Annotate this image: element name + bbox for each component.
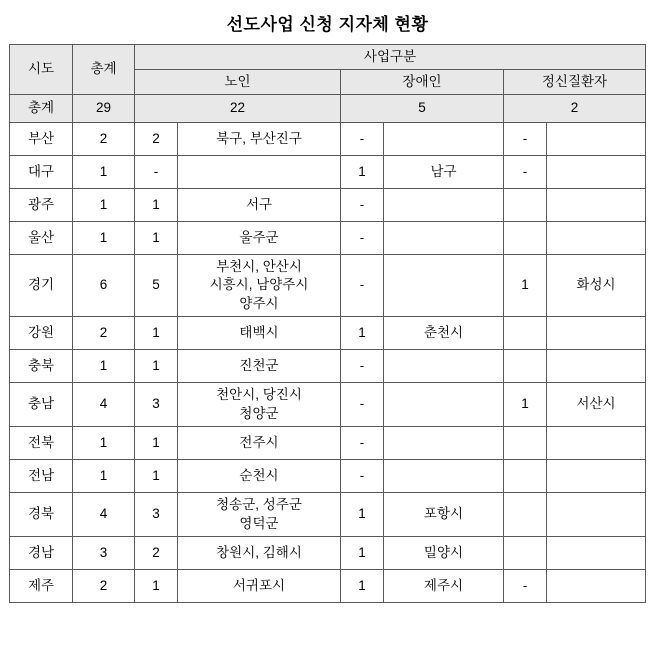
cell-disabled-names: 남구 (383, 156, 503, 189)
cell-total: 4 (72, 383, 134, 427)
cell-mental-count: - (503, 570, 546, 603)
cell-elderly-count: 1 (134, 222, 177, 255)
cell-disabled-count: - (340, 383, 383, 427)
cell-mental-names (546, 189, 645, 222)
cell-elderly-count: 2 (134, 123, 177, 156)
cell-mental-names (546, 427, 645, 460)
cell-sido: 울산 (9, 222, 72, 255)
cell-disabled-names (383, 460, 503, 493)
cell-total: 1 (72, 427, 134, 460)
cell-total: 3 (72, 537, 134, 570)
cell-elderly-names: 북구, 부산진구 (177, 123, 340, 156)
cell-total: 1 (72, 460, 134, 493)
table-row (9, 383, 645, 427)
cell-mental-count (503, 537, 546, 570)
cell-elderly-count: 3 (134, 383, 177, 427)
cell-elderly-names: 전주시 (177, 427, 340, 460)
cell-mental-count: 1 (503, 255, 546, 317)
column-header-elderly: 노인 (134, 70, 340, 95)
table-row (9, 222, 645, 255)
cell-total: 2 (72, 317, 134, 350)
table-row (9, 123, 645, 156)
cell-disabled-count: 1 (340, 156, 383, 189)
cell-mental-count (503, 350, 546, 383)
summary-elderly: 22 (134, 95, 340, 123)
cell-total: 1 (72, 189, 134, 222)
column-header-total: 총계 (72, 45, 134, 95)
cell-total: 2 (72, 570, 134, 603)
cell-sido: 부산 (9, 123, 72, 156)
cell-mental-count (503, 222, 546, 255)
cell-disabled-names (383, 123, 503, 156)
cell-mental-count (503, 317, 546, 350)
table-row (9, 493, 645, 537)
table-row (9, 537, 645, 570)
cell-elderly-count: - (134, 156, 177, 189)
summary-mental: 2 (503, 95, 645, 123)
cell-sido: 전남 (9, 460, 72, 493)
cell-elderly-names: 순천시 (177, 460, 340, 493)
table-row (9, 570, 645, 603)
table-row (9, 427, 645, 460)
table-row (9, 350, 645, 383)
cell-elderly-names: 청송군, 성주군 영덕군 (177, 493, 340, 537)
cell-elderly-names: 부천시, 안산시 시흥시, 남양주시 양주시 (177, 255, 340, 317)
cell-sido: 제주 (9, 570, 72, 603)
table-row (9, 189, 645, 222)
cell-elderly-count: 1 (134, 427, 177, 460)
cell-disabled-names (383, 350, 503, 383)
cell-total: 6 (72, 255, 134, 317)
summary-label: 총계 (9, 95, 72, 123)
cell-disabled-count: 1 (340, 570, 383, 603)
cell-elderly-count: 5 (134, 255, 177, 317)
cell-disabled-count: - (340, 427, 383, 460)
cell-disabled-names (383, 255, 503, 317)
cell-mental-count (503, 493, 546, 537)
cell-mental-names: 서산시 (546, 383, 645, 427)
cell-disabled-names (383, 383, 503, 427)
cell-elderly-names (177, 156, 340, 189)
cell-elderly-count: 2 (134, 537, 177, 570)
column-header-sido: 시도 (9, 45, 72, 95)
cell-disabled-names (383, 427, 503, 460)
cell-mental-names (546, 222, 645, 255)
cell-mental-names (546, 537, 645, 570)
cell-mental-names (546, 350, 645, 383)
cell-mental-names (546, 493, 645, 537)
cell-sido: 전북 (9, 427, 72, 460)
status-table (9, 44, 646, 603)
cell-disabled-names (383, 222, 503, 255)
cell-sido: 경남 (9, 537, 72, 570)
table-row (9, 156, 645, 189)
column-header-mental: 정신질환자 (503, 70, 645, 95)
table-row (9, 255, 645, 317)
cell-mental-names (546, 460, 645, 493)
cell-mental-names (546, 570, 645, 603)
cell-elderly-count: 1 (134, 189, 177, 222)
cell-elderly-names: 태백시 (177, 317, 340, 350)
cell-mental-count (503, 189, 546, 222)
cell-mental-names (546, 123, 645, 156)
table-row (9, 317, 645, 350)
cell-elderly-count: 1 (134, 317, 177, 350)
cell-elderly-names: 창원시, 김해시 (177, 537, 340, 570)
cell-sido: 충북 (9, 350, 72, 383)
cell-disabled-count: 1 (340, 493, 383, 537)
cell-elderly-count: 1 (134, 570, 177, 603)
cell-disabled-count: - (340, 350, 383, 383)
cell-elderly-count: 3 (134, 493, 177, 537)
cell-mental-count (503, 427, 546, 460)
table-header (9, 45, 645, 95)
cell-mental-names: 화성시 (546, 255, 645, 317)
cell-elderly-names: 서귀포시 (177, 570, 340, 603)
summary-disabled: 5 (340, 95, 503, 123)
cell-mental-names (546, 156, 645, 189)
cell-elderly-count: 1 (134, 460, 177, 493)
cell-disabled-count: 1 (340, 317, 383, 350)
cell-elderly-names: 천안시, 당진시 청양군 (177, 383, 340, 427)
cell-total: 1 (72, 350, 134, 383)
cell-disabled-names (383, 189, 503, 222)
cell-mental-count: 1 (503, 383, 546, 427)
table-row-summary (9, 95, 645, 123)
cell-disabled-names: 밀양시 (383, 537, 503, 570)
cell-disabled-names: 포항시 (383, 493, 503, 537)
cell-disabled-count: - (340, 123, 383, 156)
cell-sido: 경북 (9, 493, 72, 537)
cell-mental-names (546, 317, 645, 350)
cell-total: 1 (72, 156, 134, 189)
cell-elderly-count: 1 (134, 350, 177, 383)
cell-sido: 대구 (9, 156, 72, 189)
cell-sido: 경기 (9, 255, 72, 317)
cell-mental-count: - (503, 123, 546, 156)
cell-sido: 충남 (9, 383, 72, 427)
cell-disabled-names: 춘천시 (383, 317, 503, 350)
cell-sido: 강원 (9, 317, 72, 350)
cell-elderly-names: 진천군 (177, 350, 340, 383)
cell-elderly-names: 울주군 (177, 222, 340, 255)
cell-total: 4 (72, 493, 134, 537)
column-header-disabled: 장애인 (340, 70, 503, 95)
cell-disabled-count: - (340, 189, 383, 222)
column-header-category-group: 사업구분 (134, 45, 645, 70)
cell-disabled-count: - (340, 460, 383, 493)
table-row (9, 460, 645, 493)
cell-sido: 광주 (9, 189, 72, 222)
cell-disabled-count: - (340, 255, 383, 317)
cell-total: 1 (72, 222, 134, 255)
table-body (9, 95, 645, 603)
page-title: 선도사업 신청 지자체 현황 (226, 15, 429, 34)
cell-disabled-count: - (340, 222, 383, 255)
cell-mental-count (503, 460, 546, 493)
cell-elderly-names: 서구 (177, 189, 340, 222)
cell-disabled-count: 1 (340, 537, 383, 570)
summary-total: 29 (72, 95, 134, 123)
cell-total: 2 (72, 123, 134, 156)
cell-disabled-names: 제주시 (383, 570, 503, 603)
cell-mental-count: - (503, 156, 546, 189)
